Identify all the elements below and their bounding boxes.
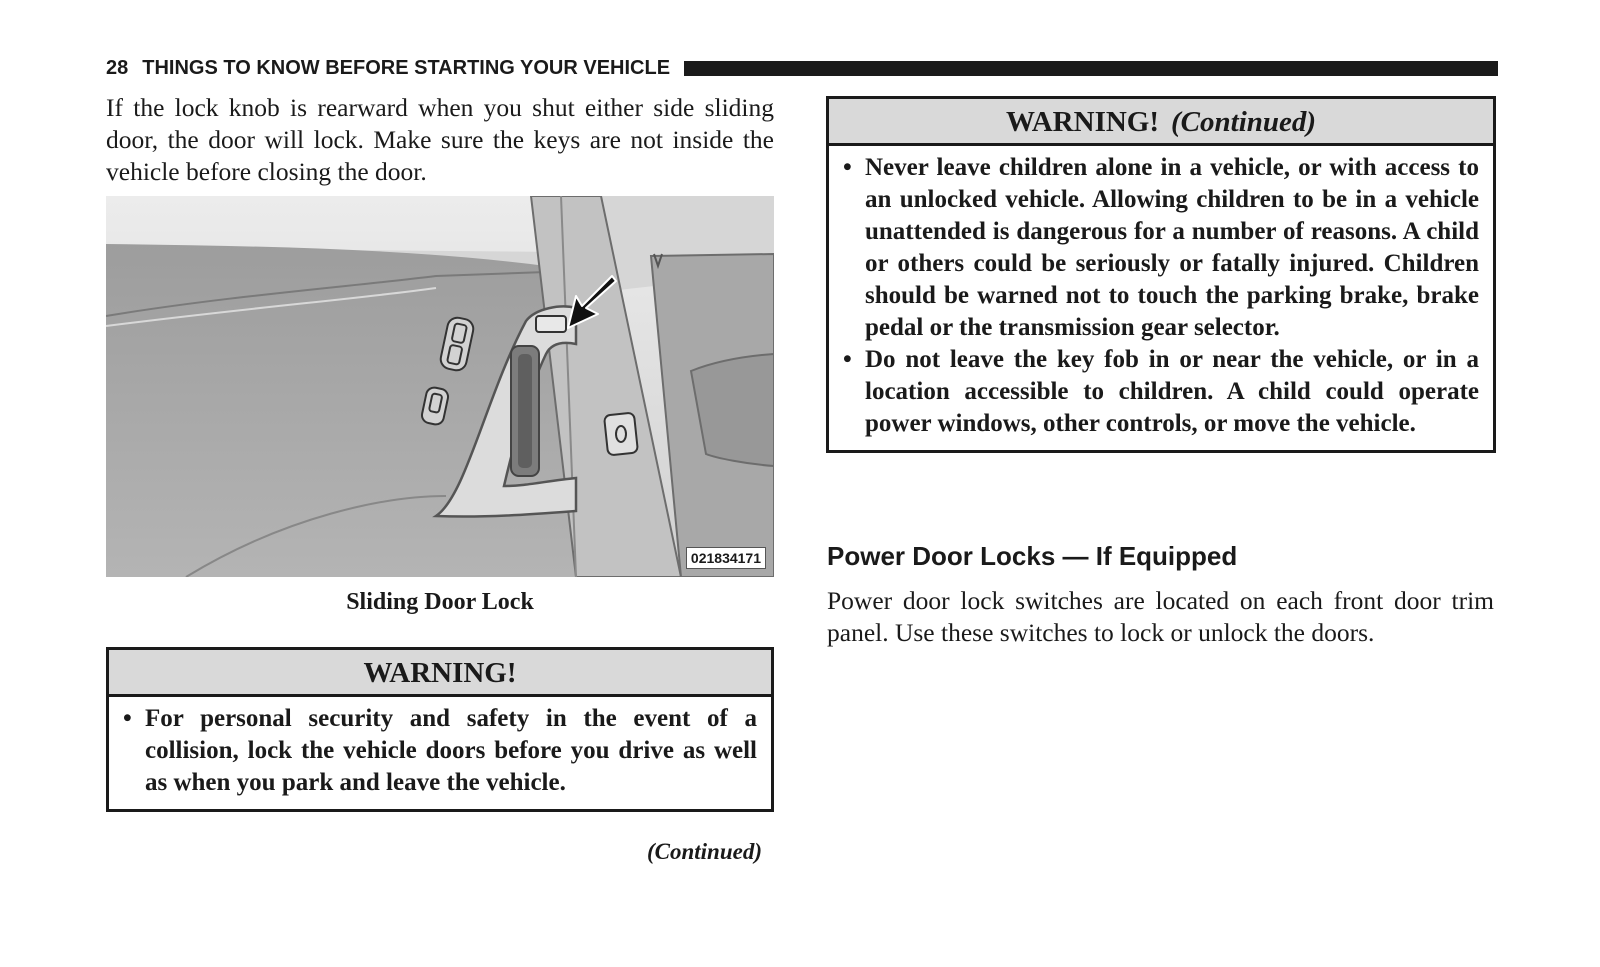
warning-body: [829, 146, 1493, 450]
warning-body: [109, 697, 771, 809]
door-illustration: [106, 196, 774, 577]
header-rule: [684, 61, 1498, 76]
warning-bullet: [843, 344, 1479, 440]
bullet-text: Never leave children alone in a vehicle, or with access to an unlocked vehicle. Allowing children to be in a vehicle unattended is dangerous for a number of reasons. A child or others could be seriously or fatally injured. Children should be warned not to touch the parking brake, brake pedal or the transmission gear selector.: [865, 154, 1479, 341]
warning-heading-continued: [829, 99, 1493, 146]
bullet-text: For personal security and safety in the event of a collision, lock the vehicle doors before you drive as well as when you park and leave the vehicle.: [145, 705, 757, 796]
section-paragraph: Power door lock switches are located on each front door trim panel. Use these switches to lock or unlock the doors.: [827, 586, 1494, 647]
warning-bullet: [123, 703, 757, 799]
chapter-title: THINGS TO KNOW BEFORE STARTING YOUR VEHICLE: [142, 56, 671, 79]
bullet-marker: •: [123, 705, 132, 732]
warning-title: WARNING!: [363, 657, 517, 689]
warning-box-left: [106, 647, 774, 812]
warning-box-right: [826, 96, 1496, 453]
page-number: 28: [106, 56, 129, 79]
figure-id-label: 021834171: [686, 547, 766, 569]
page-header: [106, 54, 1498, 82]
bullet-marker: •: [843, 154, 852, 181]
section-heading: Power Door Locks — If Equipped: [827, 541, 1238, 571]
sliding-door-lock-figure: [106, 196, 774, 577]
right-column: [827, 585, 1494, 649]
left-column: [106, 92, 774, 188]
warning-continued-title: (Continued): [1171, 106, 1317, 138]
bullet-marker: •: [843, 346, 852, 373]
warning-heading: [109, 650, 771, 697]
warning-title: WARNING!: [1005, 106, 1160, 138]
bullet-text: Do not leave the key fob in or near the vehicle, or in a location accessible to children. A child could operate power windows, other controls, or move the vehicle.: [865, 346, 1479, 437]
intro-paragraph: If the lock knob is rearward when you shut either side sliding door, the door will lock. Make sure the keys are not inside the vehicle before closing the door.: [106, 93, 774, 186]
warning-bullet: [843, 152, 1479, 344]
figure-caption: Sliding Door Lock: [346, 589, 534, 615]
continued-label: (Continued): [646, 839, 762, 864]
